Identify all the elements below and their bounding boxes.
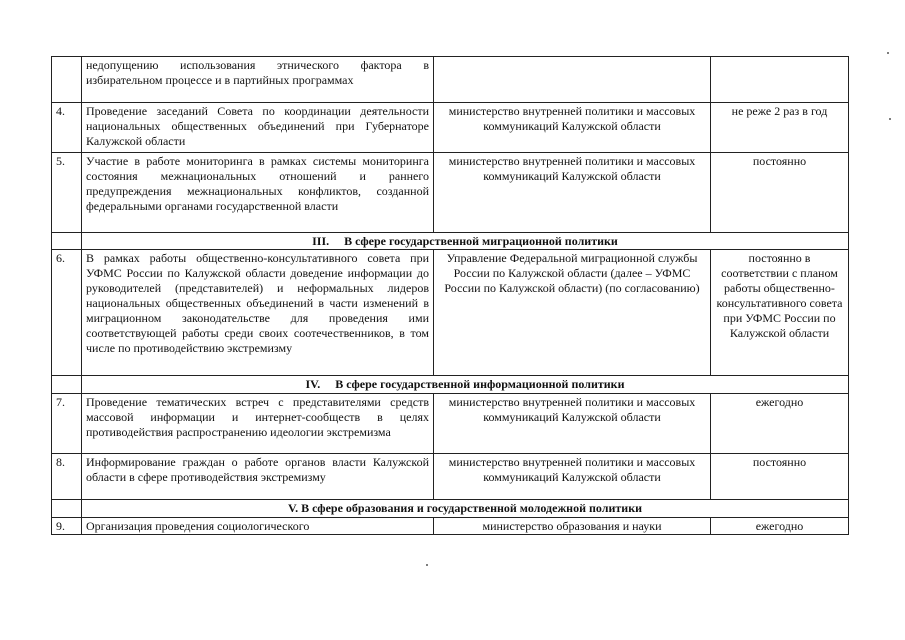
execution-term: ежегодно <box>711 394 849 454</box>
measures-table <box>51 56 849 535</box>
section-number-cell <box>52 376 82 394</box>
measure-description: Информирование граждан о работе органов власти Калужской области в сфере противодействия экстремизму <box>82 454 434 500</box>
row-number: 5. <box>52 153 82 233</box>
measure-description: Проведение тематических встреч с представителями средств массовой информации и интернет-сообществ в целях противодействия распространению идеологии экстремизма <box>82 394 434 454</box>
responsible-executor: министерство внутренней политики и массовых коммуникаций Калужской области <box>434 153 711 233</box>
row-number: 7. <box>52 394 82 454</box>
section-title: V. В сфере образования и государственной молодежной политики <box>82 500 849 518</box>
responsible-executor: министерство внутренней политики и массовых коммуникаций Калужской области <box>434 103 711 153</box>
measures-table-body <box>52 57 849 535</box>
scan-speck <box>426 564 428 566</box>
measure-description: В рамках работы общественно-консультативного совета при УФМС России по Калужской области доведение информации до руководителей (представителей) и неформальных лидеров национальных общественных объединений в части изменений в миграционном законодательстве для проведения ими соответствующей работы среди своих соотечественников, в том числе по противодействию экстремизму <box>82 250 434 376</box>
responsible-executor: Управление Федеральной миграционной службы России по Калужской области (далее – УФМС России по Калужской области) (по согласованию) <box>434 250 711 376</box>
section-number-cell <box>52 233 82 250</box>
table-row <box>52 518 849 535</box>
execution-term: не реже 2 раз в год <box>711 103 849 153</box>
table-row <box>52 394 849 454</box>
table-row <box>52 153 849 233</box>
execution-term: постоянно <box>711 153 849 233</box>
scan-speck <box>889 118 891 120</box>
row-number: 9. <box>52 518 82 535</box>
section-header-row <box>52 376 849 394</box>
row-number <box>52 57 82 103</box>
execution-term <box>711 57 849 103</box>
row-number: 8. <box>52 454 82 500</box>
section-header-row <box>52 233 849 250</box>
table-row <box>52 454 849 500</box>
table-row <box>52 250 849 376</box>
table-row <box>52 57 849 103</box>
measure-description: Проведение заседаний Совета по координации деятельности национальных общественных объединений при Губернаторе Калужской области <box>82 103 434 153</box>
section-number-cell <box>52 500 82 518</box>
table-row <box>52 103 849 153</box>
measure-description: Организация проведения социологического <box>82 518 434 535</box>
measure-description: Участие в работе мониторинга в рамках системы мониторинга состояния межнациональных отношений и раннего предупреждения межнациональных конфликтов, созданной федеральными органами государственной власти <box>82 153 434 233</box>
responsible-executor: министерство образования и науки <box>434 518 711 535</box>
section-title: IV. В сфере государственной информационной политики <box>82 376 849 394</box>
execution-term: постоянно в соответствии с планом работы общественно-консультативного совета при УФМС России по Калужской области <box>711 250 849 376</box>
responsible-executor: министерство внутренней политики и массовых коммуникаций Калужской области <box>434 394 711 454</box>
scan-speck <box>887 52 889 54</box>
execution-term: постоянно <box>711 454 849 500</box>
row-number: 4. <box>52 103 82 153</box>
section-title: III. В сфере государственной миграционной политики <box>82 233 849 250</box>
responsible-executor: министерство внутренней политики и массовых коммуникаций Калужской области <box>434 454 711 500</box>
row-number: 6. <box>52 250 82 376</box>
measure-description: недопущению использования этнического фактора в избирательном процессе и в партийных программах <box>82 57 434 103</box>
execution-term: ежегодно <box>711 518 849 535</box>
responsible-executor <box>434 57 711 103</box>
section-header-row <box>52 500 849 518</box>
